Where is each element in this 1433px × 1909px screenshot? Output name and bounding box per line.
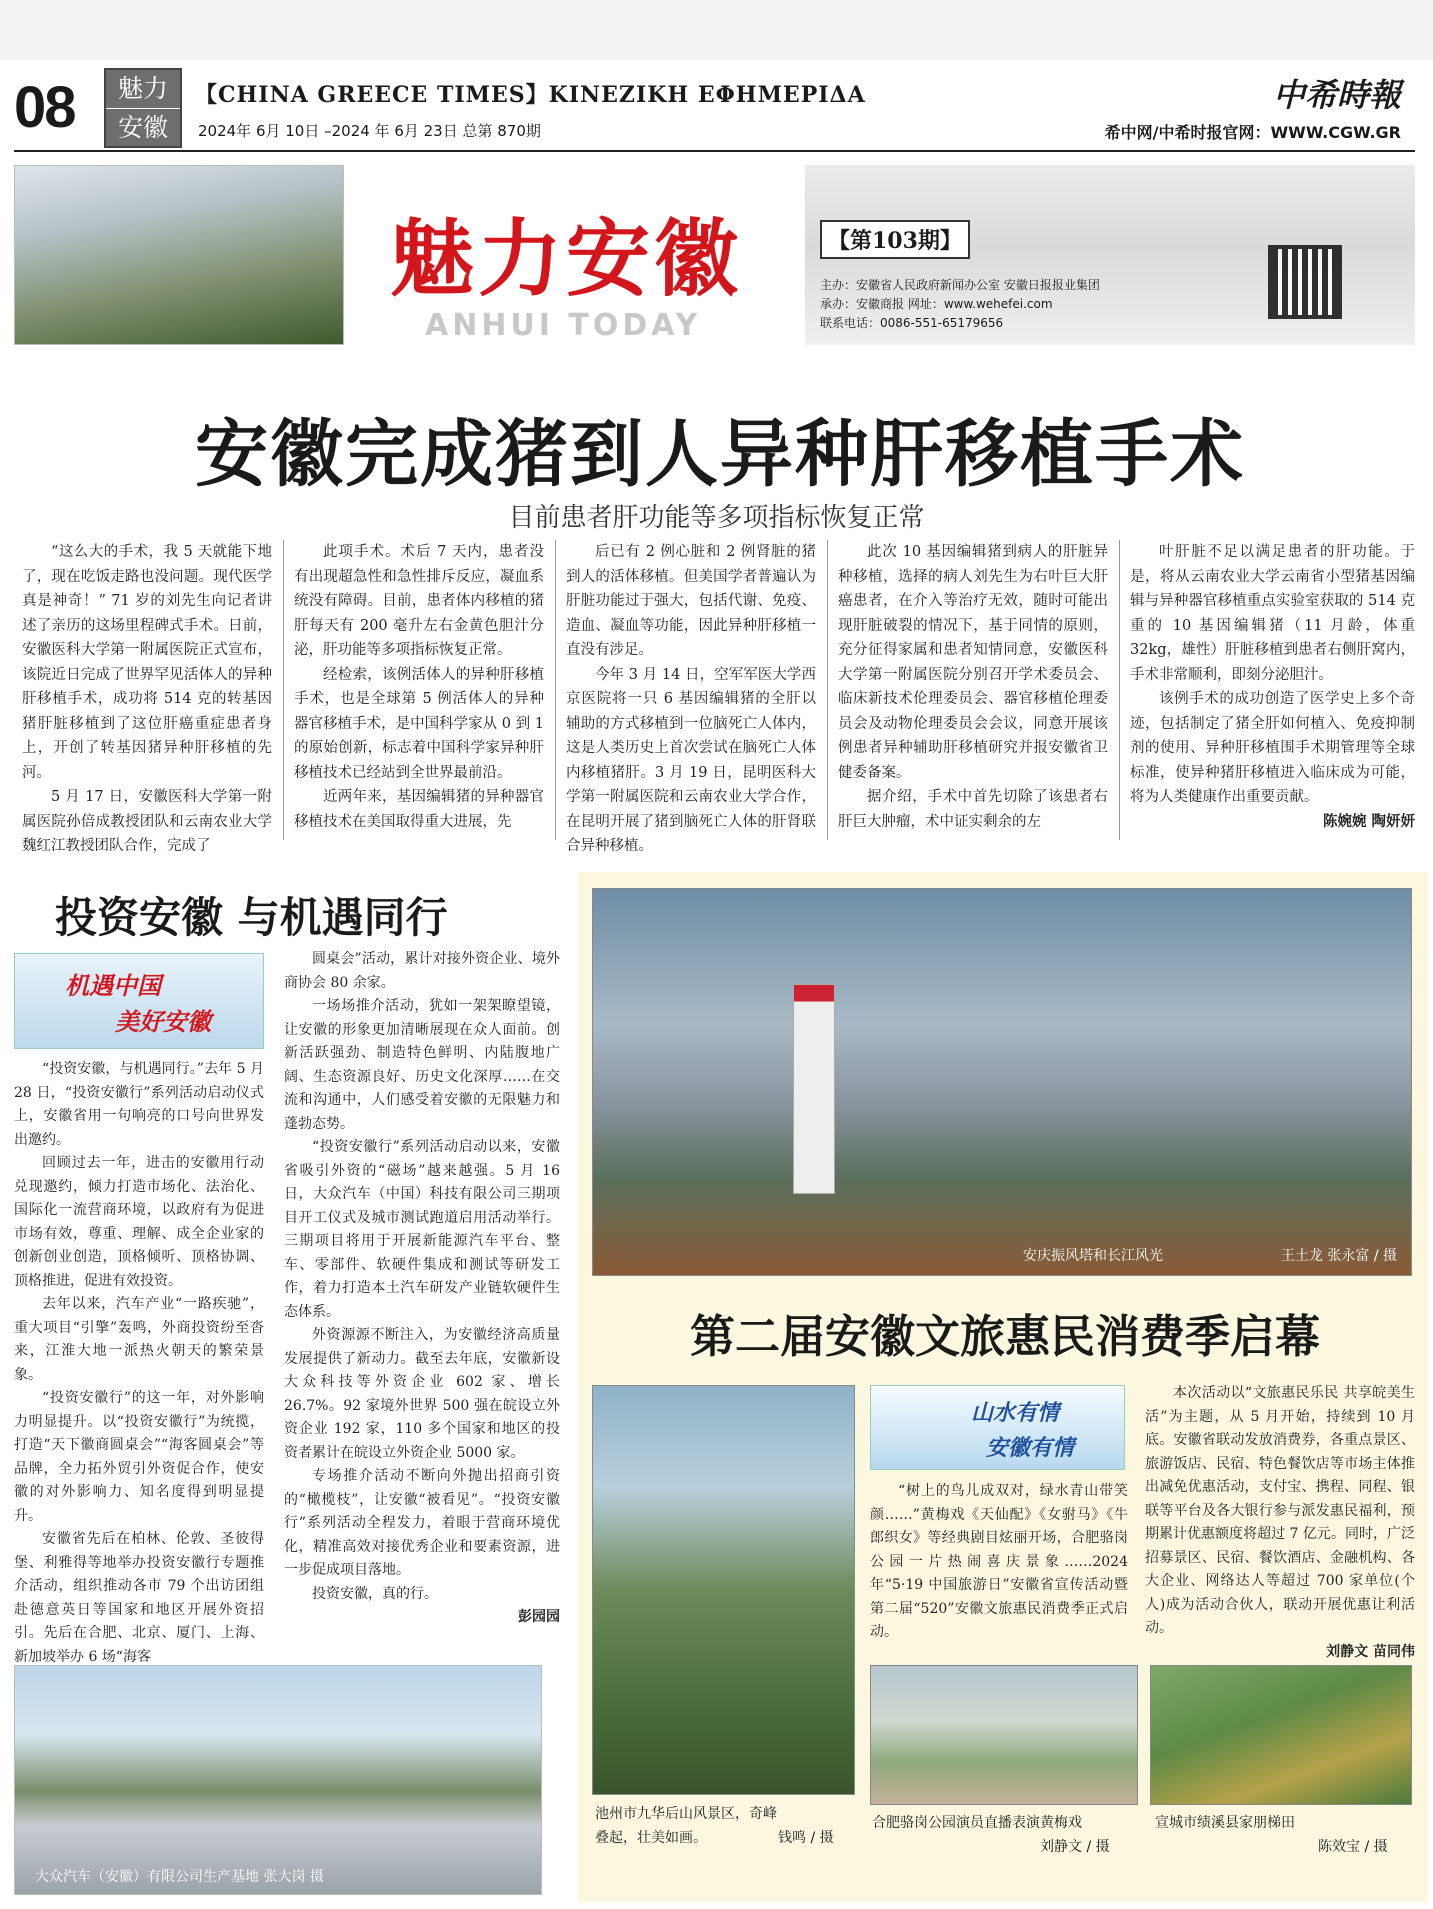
column-tag <box>104 68 182 148</box>
column-divider <box>827 540 828 840</box>
headline-column-3 <box>566 540 816 859</box>
jiuhua-mountain-photo <box>592 1385 855 1795</box>
paragraph: 外资源源不断注入，为安徽经济高质量发展提供了新动力。截至去年底，安徽新设大众科技等外资企业 602 家、增长 26.7%。92 家境外世界 500 强在皖设立外资企业 192 家，110 多个国家和地区的投资者累计在皖设立外资企业 5000 家。 <box>284 1327 560 1461</box>
factory-photo-caption: 大众汽车（安徽）有限公司生产基地 张大岗 摄 <box>35 1869 324 1885</box>
column-divider <box>1119 540 1120 840</box>
paragraph: 一场场推介活动，犹如一架架瞭望镜，让安徽的形象更加清晰展现在众人面前。创新活跃强劲、制造特色鲜明、内陆腹地广阔、生态资源良好、历史文化深厚……在交流和沟通中，人们感受着安徽的无限魅力和蓬勃态势。 <box>284 998 560 1132</box>
culture-promo-line-1: 山水有情 <box>971 1401 1060 1426</box>
banner-subtitle: ANHUI TODAY <box>425 308 702 343</box>
column-tag-line2: 安徽 <box>117 113 168 142</box>
headline-column-5 <box>1130 540 1415 834</box>
column-tag-line1: 魅力 <box>106 70 180 109</box>
sponsor-line: 主办：安徽省人民政府新闻办公室 安徽日报报业集团 <box>820 278 1100 292</box>
paragraph: 安徽省先后在柏林、伦敦、圣彼得堡、利雅得等地举办投资安徽行专题推介活动，组织推动各市 79 个出访团组赴德意英日等国家和地区开展外资招引。先后在合肥、北京、厦门、上海、新加坡举办 6 场“海客 <box>14 1531 264 1665</box>
paragraph: “投资安徽，与机遇同行。”去年 5 月 28 日，“投资安徽行”系列活动启动仪式上，安徽省用一句响亮的口号向世界发出邀约。 <box>14 1061 264 1148</box>
paragraph: 该例手术的成功创造了医学史上多个奇迹，包括制定了猪全肝如何植入、免疫抑制剂的使用、异种肝移植围手术期管理等全球标准，使异种猪肝移植进入临床成为可能，将为人类健康作出重要贡献。 <box>1130 691 1415 805</box>
invest-section-title: 投资安徽 与机遇同行 <box>55 893 448 942</box>
paragraph: 5 月 17 日，安徽医科大学第一附属医院孙倍成教授团队和云南农业大学魏红江教授团队合作，完成了 <box>22 789 272 854</box>
masthead-title: 【CHINA GREECE TIMES】KINEZIKH ΕΦΗΜΕΡΙΔΑ <box>195 82 866 108</box>
qr-code-icon <box>1268 245 1342 319</box>
anqing-tower-photo <box>592 888 1412 1276</box>
culture-promo-line-2: 安徽有情 <box>986 1436 1075 1461</box>
headline-column-4 <box>838 540 1108 834</box>
paragraph: 后已有 2 例心脏和 2 例肾脏的猪到人的活体移植。但美国学者普遍认为肝脏功能过于强大，包括代谢、免疫、造血、凝血等功能，因此异种肝移植一直没有涉足。 <box>566 544 816 658</box>
headline-subtitle: 目前患者肝功能等多项指标恢复正常 <box>508 503 925 533</box>
paragraph: 近两年来，基因编辑猪的异种器官移植技术在美国取得重大进展，先 <box>294 789 544 830</box>
organizer-line: 承办：安徽商报 网址：www.wehefei.com <box>820 297 1053 311</box>
tower-photo-caption: 安庆振风塔和长江风光 <box>1023 1248 1163 1264</box>
culture-column-right <box>1145 1382 1415 1664</box>
jiuhua-caption-line1: 池州市九华后山风景区，奇峰 <box>595 1806 777 1822</box>
headline-byline: 陈婉婉 陶妍妍 <box>1322 813 1415 830</box>
jiapeng-terrace-photo <box>1150 1665 1412 1805</box>
paragraph: 回顾过去一年，进击的安徽用行动兑现邀约，倾力打造市场化、法治化、国际化一流营商环境，以政府有为促进市场有效，尊重、理解、成全企业家的创新创业创造，顶格倾听、顶格协调、顶格推进，促进有效投资。 <box>14 1155 264 1289</box>
banner-title: 魅力安徽 <box>390 209 743 308</box>
paragraph: 叶肝脏不足以满足患者的肝功能。于是，将从云南农业大学云南省小型猪基因编辑与异种器官移植重点实验室获取的 514 克重的 10 基因编辑猪（11 月龄，体重 32kg，雄性）肝脏移植到患者右侧肝窝内，手术非常顺利，即刻分泌胆汁。 <box>1130 544 1415 683</box>
culture-byline: 刘静文 苗同伟 <box>1326 1643 1415 1660</box>
paragraph: 投资安徽，真的行。 <box>312 1585 438 1602</box>
jiuhua-caption-line2: 叠起，壮美如画。 <box>595 1830 707 1846</box>
headline-column-1 <box>22 540 272 859</box>
top-margin <box>0 0 1433 60</box>
huangmei-opera-photo <box>870 1665 1138 1805</box>
header-rule <box>14 150 1415 152</box>
huangshan-photo <box>14 165 344 345</box>
paragraph: 圆桌会”活动，累计对接外资企业、境外商协会 80 余家。 <box>284 951 560 991</box>
terrace-caption: 宣城市绩溪县家朋梯田 <box>1155 1815 1295 1831</box>
date-line: 2024年 6月 10日 –2024 年 6月 23日 总第 870期 <box>198 122 541 140</box>
phone-line: 联系电话：0086-551-65179656 <box>820 316 1004 330</box>
promo-line-1: 机遇中国 <box>65 972 161 1000</box>
jiuhua-caption-credit: 钱鸣 / 摄 <box>778 1830 834 1846</box>
pagoda-shape <box>793 984 835 1194</box>
culture-section-title: 第二届安徽文旅惠民消费季启幕 <box>689 1310 1320 1363</box>
invest-byline: 彭园园 <box>518 1609 560 1625</box>
paragraph: 此项手术。术后 7 天内，患者没有出现超急性和急性排斥反应，凝血系统没有障碍。目前，患者体内移植的猪肝每天有 200 毫升左右金黄色胆汁分泌，肝功能等多项指标恢复正常。 <box>294 544 544 658</box>
column-divider <box>555 540 556 840</box>
paragraph: “投资安徽行”系列活动启动以来，安徽省吸引外资的“磁场”越来越强。5 月 16 日，大众汽车（中国）科技有限公司三期项目开工仪式及城市测试跑道启用活动举行。三期项目将用于开展新能源汽车平台、整车、零部件、软硬件集成和测试等研发工作，着力打造本土汽车研发产业链软硬件生态体系。 <box>284 1139 560 1320</box>
promo-line-2: 美好安徽 <box>115 1008 211 1036</box>
culture-promo-banner <box>870 1385 1125 1470</box>
invest-promo-banner <box>14 953 264 1049</box>
paragraph: 据介绍，手术中首先切除了该患者右肝巨大肿瘤，术中证实剩余的左 <box>838 789 1108 830</box>
website-line: 希中网/中希时报官网：WWW.CGW.GR <box>1104 123 1401 142</box>
opera-caption-credit: 刘静文 / 摄 <box>1040 1839 1110 1855</box>
paragraph: “投资安徽行”的这一年，对外影响力明显提升。以“投资安徽行”为统揽，打造“天下徽商圆桌会”“海客圆桌会”等品牌，全力拓外贸引外资促合作，使安徽的对外影响力、知名度得到明显提升。 <box>14 1390 264 1524</box>
tower-photo-credit: 王土龙 张永富 / 摄 <box>1280 1248 1397 1264</box>
page-number: 08 <box>14 75 75 140</box>
paragraph: “这么大的手术，我 5 天就能下地了，现在吃饭走路也没问题。现代医学真是神奇！” 71 岁的刘先生向记者讲述了亲历的这场里程碑式手术。日前，安徽医科大学第一附属医院正式宣布，该院近日完成了世界罕见活体人的异种肝移植手术，成功将 514 克的转基因猪肝脏移植到了这位肝癌重症患者身上，开创了转基因猪异种肝移植的先河。 <box>22 544 272 781</box>
terrace-caption-credit: 陈效宝 / 摄 <box>1318 1839 1388 1855</box>
paragraph: “树上的鸟儿成双对，绿水青山带笑颜……”黄梅戏《天仙配》《女驸马》《牛郎织女》等经典剧目炫丽开场，合肥骆岗公园一片热闹喜庆景象……2024 年“5·19 中国旅游日”安徽省宣传活动暨第二届“520”安徽文旅惠民消费季正式启动。 <box>870 1483 1128 1640</box>
paragraph: 专场推介活动不断向外抛出招商引资的“橄榄枝”，让安徽“被看见”。“投资安徽行”系列活动全程发力，着眼于营商环境优化，精准高效对接优秀企业和要素资源，进一步促成项目落地。 <box>284 1468 560 1578</box>
culture-column-mid <box>870 1480 1128 1645</box>
invest-column-1 <box>14 1058 264 1669</box>
paragraph: 此次 10 基因编辑猪到病人的肝脏异种移植，选择的病人刘先生为右叶巨大肝癌患者，在介入等治疗无效，随时可能出现肝脏破裂的情况下，基于同情的原则，充分征得家属和患者知情同意，安徽医科大学第一附属医院分别召开学术委员会、临床新技术伦理委员会、器官移植伦理委员会及动物伦理委员会会议，同意开展该例患者异种辅助肝移植研究并报安徽省卫健委备案。 <box>838 544 1108 781</box>
headline-title: 安徽完成猪到人异种肝移植手术 <box>195 412 1245 497</box>
paragraph: 经检索，该例活体人的异种肝移植手术，也是全球第 5 例活体人的异种器官移植手术，是中国科学家从 0 到 1 的原始创新，标志着中国科学家异种肝移植技术已经站到全世界最前沿。 <box>294 666 544 781</box>
newspaper-logo: 中希時報 <box>1272 76 1401 114</box>
paragraph: 本次活动以“文旅惠民乐民 共享皖美生活”为主题，从 5 月开始，持续到 10 月底。安徽省联动发放消费券，各重点景区、旅游饭店、民宿、特色餐饮店等市场主体推出减免优惠活动，支付宝、携程、同程、银联等平台及各大银行参与派发惠民福利，预期累计优惠额度将超过 7 亿元。同时，广泛招募景区、民宿、餐饮酒店、金融机构、各大企业、网络达人等超过 700 家单位(个人)成为活动合伙人，联动开展优惠让利活动。 <box>1145 1385 1415 1636</box>
paragraph: 今年 3 月 14 日，空军军医大学西京医院将一只 6 基因编辑猪的全肝以辅助的方式移植到一位脑死亡人体内，这是人类历史上首次尝试在脑死亡人体内移植猪肝。3 月 19 日，昆明医科大学第一附属医院和云南农业大学合作，在昆明开展了猪到脑死亡人体的肝肾联合异种移植。 <box>566 666 816 854</box>
headline-column-2 <box>294 540 544 834</box>
paragraph: 去年以来，汽车产业“一路疾驰”，重大项目“引擎”轰鸣，外商投资纷至沓来，江淮大地一派热火朝天的繁荣景象。 <box>14 1296 264 1383</box>
issue-number: 【第103期】 <box>820 220 970 259</box>
opera-caption: 合肥骆岗公园演员直播表演黄梅戏 <box>872 1815 1082 1831</box>
factory-photo <box>14 1665 542 1895</box>
invest-column-2 <box>284 948 560 1630</box>
column-divider <box>283 540 284 840</box>
